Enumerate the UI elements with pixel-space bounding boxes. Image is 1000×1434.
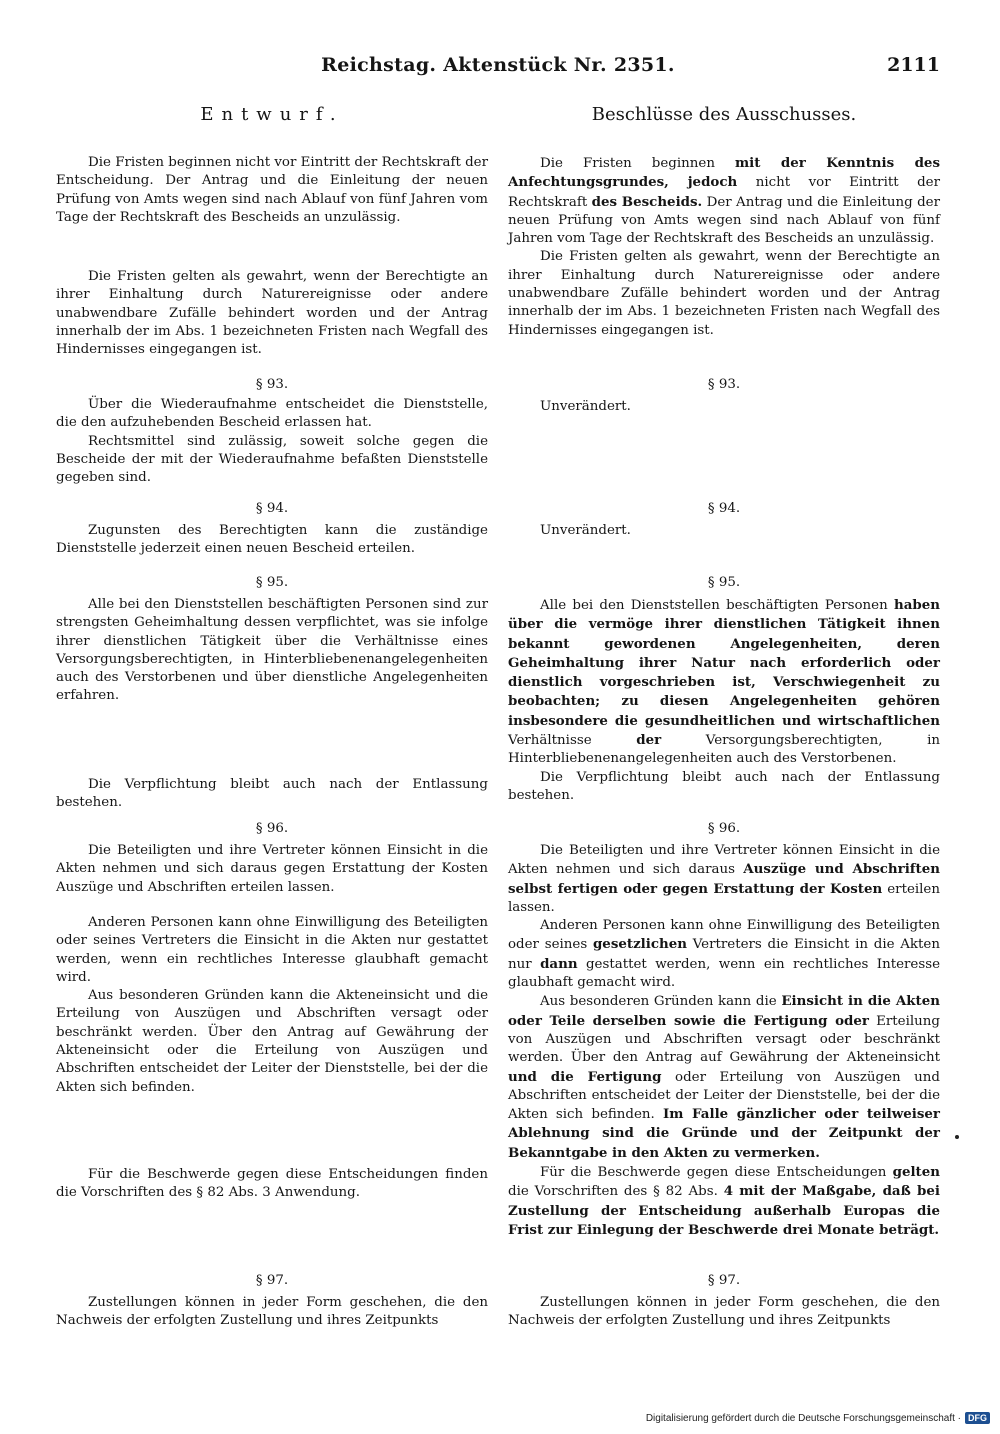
draft-section-97-text: Zustellungen können in jeder Form geschehen, die den Nachweis der erfolgten Zustellung und ihres Zeitpunkts [56, 1295, 488, 1329]
committee-section-95-text: Alle bei den Dienststellen beschäftigten Personen haben über die vermöge ihrer dienstlichen Tätigkeit ihnen bekannt gewordenen Angelegenheiten, deren Geheimhaltung ihrer Natur nach erforderlich oder dienstlich vorgeschrieben ist, Verschwiegenheit zu beobachten; zu diesen Angelegenheiten gehören insbesondere die gesundheitlichen und wirtschaftlichen Verhältnisse der Versorgungsberechtigten, in Hinterbliebenenangelegenheiten auch des Verstorbenen. Die Verpflichtung bleibt auch nach der Entlassung bestehen. [508, 597, 940, 803]
draft-section-95-heading: § 95. [255, 575, 289, 590]
draft-column [56, 96, 488, 1329]
dfg-logo-icon: DFG [965, 1412, 990, 1424]
draft-section-95-dismissal: Die Verpflichtung bleibt auch nach der Entlassung bestehen. [56, 777, 488, 811]
draft-section-94-heading: § 94. [255, 501, 289, 516]
draft-section-95-text: Alle bei den Dienststellen beschäftigten Personen sind zur strengsten Geheimhaltung dessen verpflichtet, was sie infolge ihrer dienstlichen Tätigkeit über die Verhältnisse eines Versorgungsberechtigten, in Hinterbliebenenangelegenheiten auch des Verstorbenen und über dienstliche Angelegenheiten erfahren. [56, 597, 488, 704]
committee-paragraph-deadlines: Die Fristen beginnen mit der Kenntnis des Anfechtungsgrundes, jedoch nicht vor Eintritt der Rechtskraft des Bescheids. Der Antrag und die Einleitung der neuen Prüfung von Amts wegen sind nach Ablauf von fünf Jahren vom Tage der Rechtskraft des Bescheids an unzulässig. Die Fristen gelten als gewahrt, wenn der Berechtigte an ihrer Einhaltung durch Naturereignisse oder andere unabwendbare Zufälle behindert worden und der Antrag innerhalb der im Abs. 1 bezeichneten Fristen nach Wegfall des Hindernisses eingegangen ist. [508, 155, 940, 338]
page-number: 2111 [887, 54, 940, 76]
draft-paragraph-deadlines: Die Fristen beginnen nicht vor Eintritt der Rechtskraft der Entscheidung. Der Antrag und die Einleitung der neuen Prüfung von Amts wegen sind nach Ablauf von fünf Jahren vom Tage der Rechtskraft des Bescheids an unzulässig. [56, 155, 488, 225]
committee-section-96-text: Die Beteiligten und ihre Vertreter können Einsicht in die Akten nehmen und sich daraus Auszüge und Abschriften selbst fertigen oder gegen Erstattung der Kosten erteilen lassen. Anderen Personen kann ohne Einwilligung des Beteiligten oder seines gesetzlichen Vertreters die Einsicht in die Akten nur dann gestattet werden, wenn ein rechtliches Interesse glaubhaft gemacht wird. Aus besonderen Gründen kann die Einsicht in die Akten oder Teile derselben sowie die Fertigung oder Erteilung von Auszügen und Abschriften versagt oder beschränkt werden. Über den Antrag auf Gewährung der Akteneinsicht und die Fertigung oder Erteilung von Auszügen und Abschriften entscheidet der Leiter der Dienststelle, bei der die Akten sich befinden. Im Falle gänzlicher oder teilweiser Ablehnung sind die Gründe und der Zeitpunkt der Bekanntgabe in den Akten zu vermerken. Für die Beschwerde gegen diese Entscheidungen gelten die Vorschriften des § 82 Abs. 4 mit der Maßgabe, daß bei Zustellung der Entscheidung außerhalb Europas die Frist zur Einlegung der Beschwerde drei Monate beträgt. [508, 843, 941, 1238]
committee-section-96-heading: § 96. [707, 821, 741, 836]
draft-section-96-heading: § 96. [255, 821, 289, 836]
draft-heading: Entwurf. [200, 104, 344, 125]
committee-section-97-heading: § 97. [707, 1273, 741, 1288]
draft-section-93-text: Über die Wiederaufnahme entscheidet die Dienststelle, die den aufzuhebenden Bescheid erlassen hat. Rechtsmittel sind zulässig, soweit solche gegen die Bescheide der mit der Wiederaufnahme befaßten Dienststelle gegeben sind. [56, 397, 488, 486]
draft-section-96-complaint: Für die Beschwerde gegen diese Entscheidungen finden die Vorschriften des § 82 Abs. 3 Anwendung. [56, 1167, 488, 1201]
committee-heading: Beschlüsse des Ausschusses. [591, 104, 857, 125]
draft-section-94-text: Zugunsten des Berechtigten kann die zuständige Dienststelle jederzeit einen neuen Bescheid erteilen. [56, 523, 488, 557]
committee-section-93-heading: § 93. [707, 377, 741, 392]
committee-section-94-unchanged: Unverändert. [540, 523, 631, 538]
committee-section-97-text: Zustellungen können in jeder Form geschehen, die den Nachweis der erfolgten Zustellung und ihres Zeitpunkts [508, 1295, 940, 1329]
committee-column [508, 96, 941, 1329]
draft-section-97-heading: § 97. [255, 1273, 289, 1288]
document-title: Reichstag. Aktenstück Nr. 2351. [321, 54, 675, 76]
draft-paragraph-deadlines-kept: Die Fristen gelten als gewahrt, wenn der Berechtigte an ihrer Einhaltung durch Naturereignisse oder andere unabwendbare Zufälle behindert worden und der Antrag innerhalb der im Abs. 1 bezeichneten Fristen nach Wegfall des Hindernisses eingegangen ist. [56, 269, 488, 358]
committee-section-95-heading: § 95. [707, 575, 741, 590]
draft-section-96-text: Die Beteiligten und ihre Vertreter können Einsicht in die Akten nehmen und sich daraus gegen Erstattung der Kosten Auszüge und Abschriften erteilen lassen. [56, 843, 488, 895]
digitization-footer [646, 1410, 990, 1426]
committee-section-93-unchanged: Unverändert. [540, 399, 631, 414]
committee-section-94-heading: § 94. [707, 501, 741, 516]
funding-notice: Digitalisierung gefördert durch die Deutsche Forschungsgemeinschaft · [645, 1412, 961, 1424]
draft-section-93-heading: § 93. [255, 377, 289, 392]
print-speck [955, 1135, 959, 1139]
draft-section-96-others: Anderen Personen kann ohne Einwilligung des Beteiligten oder seines Vertreters die Einsicht in die Akten nur gestattet werden, wenn ein rechtliches Interesse glaubhaft gemacht wird. Aus besonderen Gründen kann die Akteneinsicht und die Erteilung von Auszügen und Abschriften versagt oder beschränkt werden. Über den Antrag auf Gewährung der Akteneinsicht oder die Erteilung von Auszügen und Abschriften entscheidet der Leiter der Dienststelle, bei der die Akten sich befinden. [56, 915, 488, 1095]
page-header [56, 50, 940, 82]
